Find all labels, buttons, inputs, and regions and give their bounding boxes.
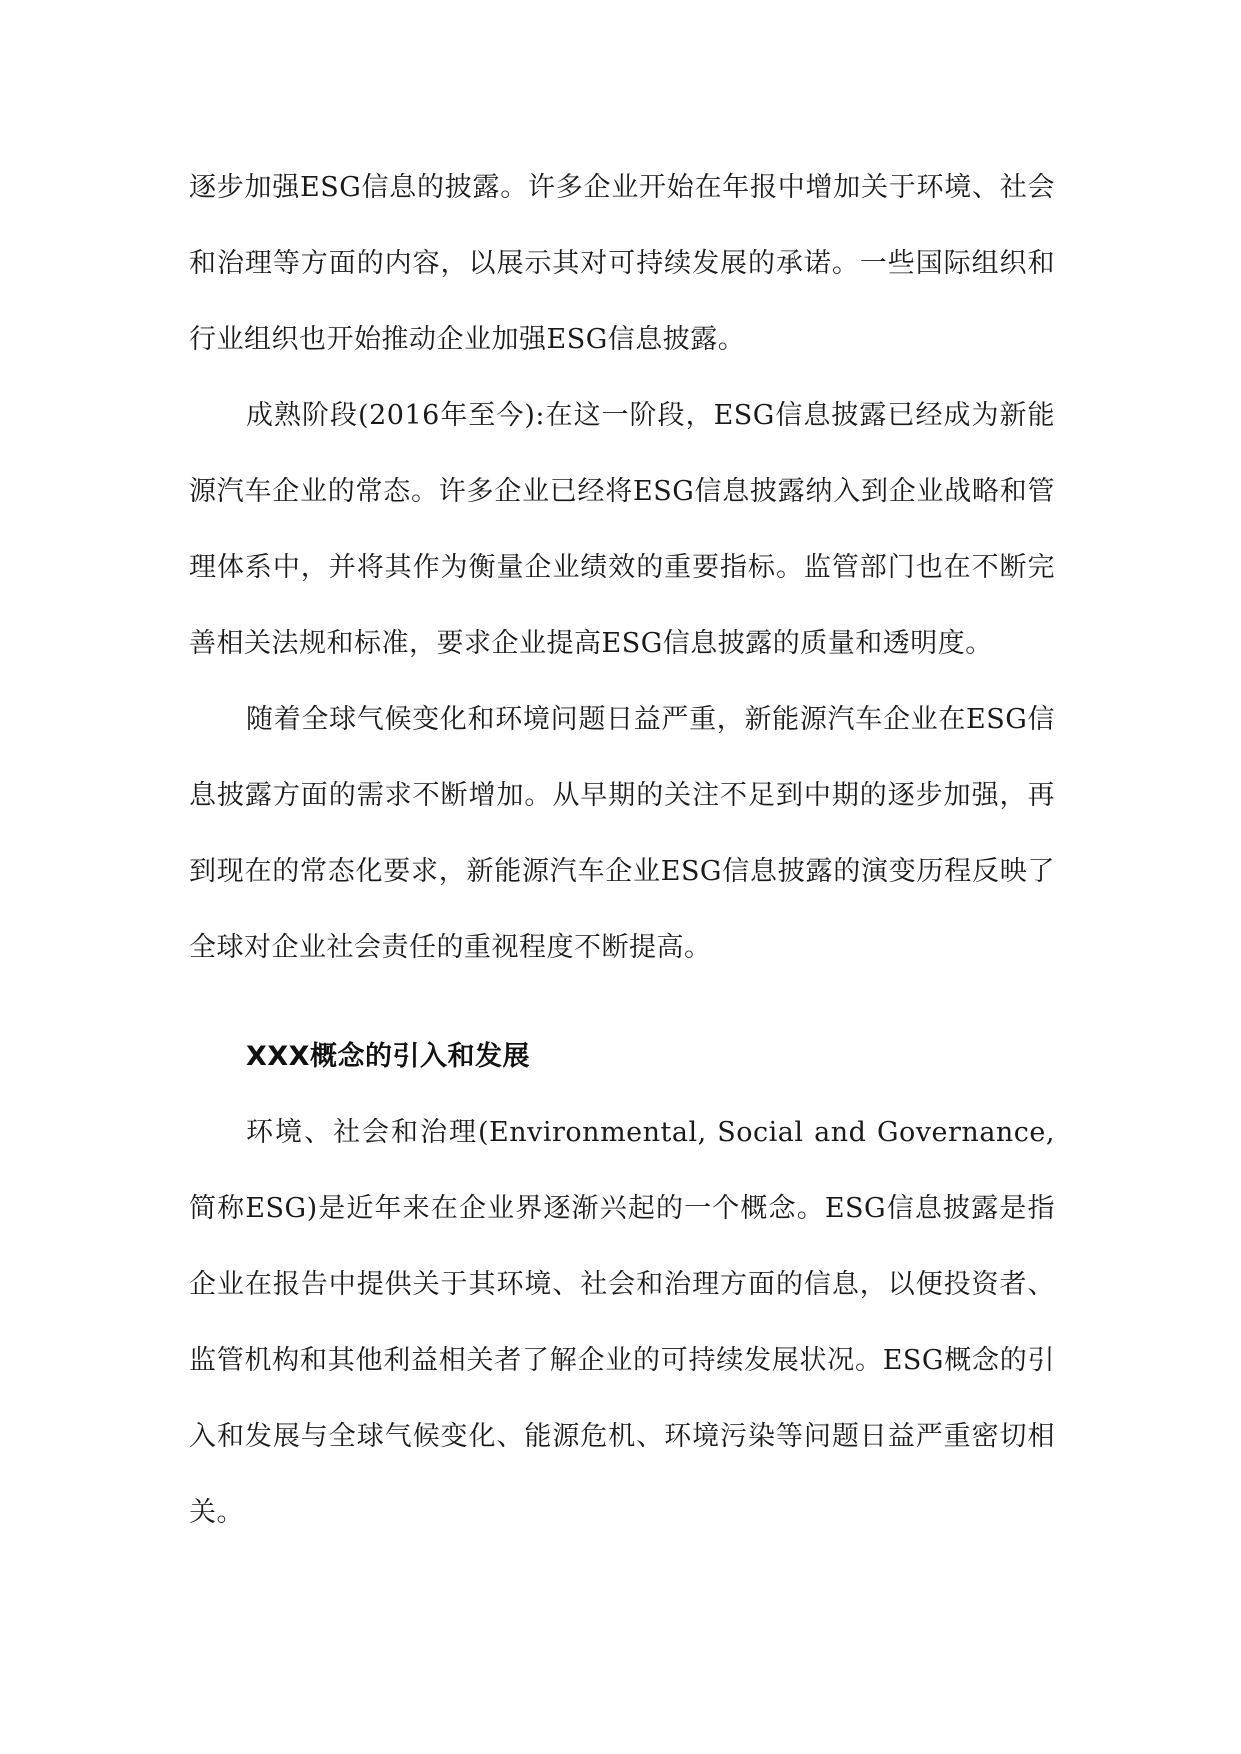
paragraph-continuation: 逐步加强ESG信息的披露。许多企业开始在年报中增加关于环境、社会和治理等方面的内容，以展示其对可持续发展的承诺。一些国际组织和行业组织也开始推动企业加强ESG信息披露。 — [189, 172, 1055, 355]
document-body — [189, 150, 1055, 1551]
paragraph-evolution-summary: 随着全球气候变化和环境问题日益严重，新能源汽车企业在ESG信息披露方面的需求不断增加。从早期的关注不足到中期的逐步加强，再到现在的常态化要求，新能源汽车企业ESG信息披露的演变历程反映了全球对企业社会责任的重视程度不断提高。 — [189, 704, 1055, 963]
paragraph-mature-stage: 成熟阶段(2016年至今):在这一阶段，ESG信息披露已经成为新能源汽车企业的常态。许多企业已经将ESG信息披露纳入到企业战略和管理体系中，并将其作为衡量企业绩效的重要指标。监管部门也在不断完善相关法规和标准，要求企业提高ESG信息披露的质量和透明度。 — [189, 400, 1055, 659]
paragraph-esg-definition: 环境、社会和治理(Environmental, Social and Governance,简称ESG)是近年来在企业界逐渐兴起的一个概念。ESG信息披露是指企业在报告中提供关于其环境、社会和治理方面的信息，以便投资者、监管机构和其他利益相关者了解企业的可持续发展状况。ESG概念的引入和发展与全球气候变化、能源危机、环境污染等问题日益严重密切相关。 — [189, 1117, 1055, 1528]
section-heading: XXX概念的引入和发展 — [246, 1041, 530, 1072]
